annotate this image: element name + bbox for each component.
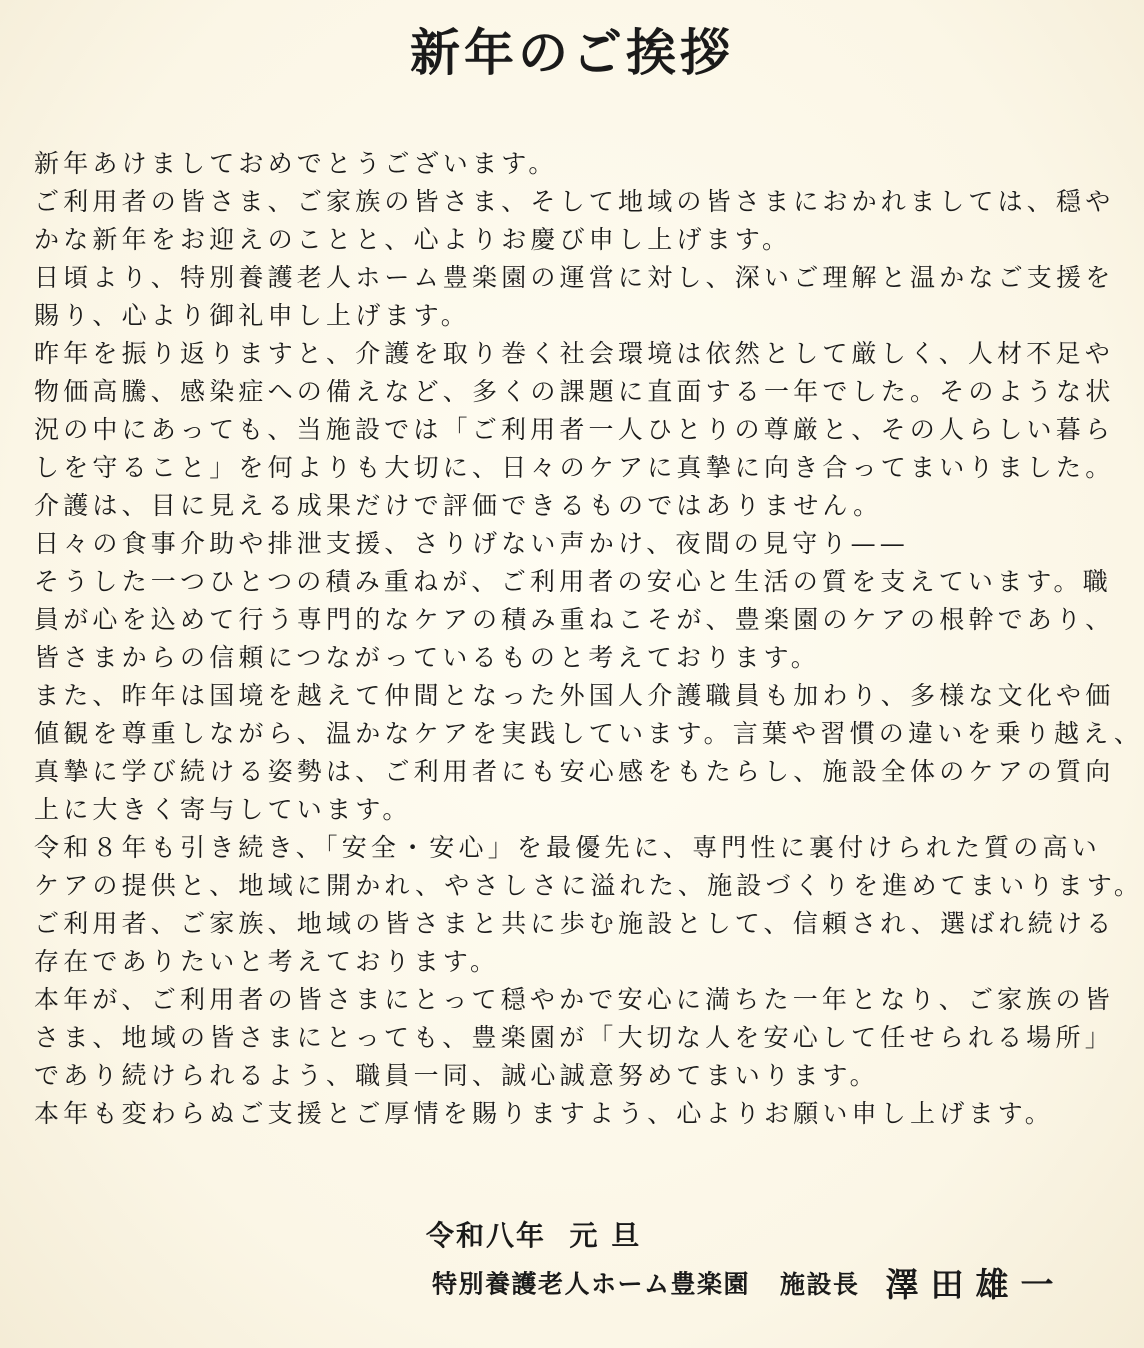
body-line: 真摯に学び続ける姿勢は、ご利用者にも安心感をもたらし、施設全体のケアの質向 bbox=[34, 757, 1115, 786]
body-line: 介護は、目に見える成果だけで評価できるものではありません。 bbox=[34, 491, 883, 520]
body-line: 賜り、心より御礼申し上げます。 bbox=[34, 301, 471, 330]
body-line: 昨年を振り返りますと、介護を取り巻く社会環境は依然として厳しく、人材不足や bbox=[34, 339, 1114, 368]
body-line: であり続けられるよう、職員一同、誠心誠意努めてまいります。 bbox=[34, 1061, 879, 1090]
organization-name: 特別養護老人ホーム豊楽園 bbox=[432, 1269, 751, 1299]
body-line: さま、地域の皆さまにとっても、豊楽園が「大切な人を安心して任せられる場所」 bbox=[34, 1023, 1114, 1052]
body-line: 値観を尊重しながら、温かなケアを実践しています。言葉や習慣の違いを乗り越え、 bbox=[34, 719, 1144, 748]
letter-date: 令和八年 元 旦 bbox=[426, 1219, 642, 1252]
body-line: 新年あけましておめでとうございます。 bbox=[34, 149, 558, 178]
body-line: 本年も変わらぬご支援とご厚情を賜りますよう、心よりお願い申し上げます。 bbox=[34, 1099, 1055, 1128]
body-line: 存在でありたいと考えております。 bbox=[34, 947, 500, 976]
body-line: ケアの提供と、地域に開かれ、やさしさに溢れた、施設づくりを進めてまいります。 bbox=[34, 871, 1144, 900]
body-line: 本年が、ご利用者の皆さまにとって穏やかで安心に満ちた一年となり、ご家族の皆 bbox=[34, 985, 1114, 1014]
body-line: 況の中にあっても、当施設では「ご利用者一人ひとりの尊厳と、その人らしい暮ら bbox=[34, 415, 1115, 444]
body-line: ご利用者、ご家族、地域の皆さまと共に歩む施設として、信頼され、選ばれ続ける bbox=[34, 909, 1116, 938]
body-line: かな新年をお迎えのことと、心よりお慶び申し上げます。 bbox=[34, 225, 792, 254]
signer-name: 澤田雄一 bbox=[885, 1264, 1066, 1304]
body-line: 日頃より、特別養護老人ホーム豊楽園の運営に対し、深いご理解と温かなご支援を bbox=[34, 263, 1115, 292]
body-line: 員が心を込めて行う専門的なケアの積み重ねこそが、豊楽園のケアの根幹であり、 bbox=[34, 605, 1115, 634]
body-line: 物価高騰、感染症への備えなど、多くの課題に直面する一年でした。そのような状 bbox=[34, 377, 1115, 406]
signature-block bbox=[432, 1262, 1066, 1306]
body-line: そうした一つひとつの積み重ねが、ご利用者の安心と生活の質を支えています。職 bbox=[34, 567, 1112, 596]
body-line: 日々の食事介助や排泄支援、さりげない声かけ、夜間の見守り—— bbox=[34, 529, 910, 558]
body-line: 皆さまからの信頼につながっているものと考えております。 bbox=[34, 643, 820, 672]
signer-title: 施設長 bbox=[780, 1269, 860, 1299]
body-line: また、昨年は国境を越えて仲間となった外国人介護職員も加わり、多様な文化や価 bbox=[34, 681, 1115, 710]
letter-title: 新年のご挨拶 bbox=[410, 23, 734, 82]
body-line: 令和８年も引き続き、「安全・安心」を最優先に、専門性に裏付けられた質の高い bbox=[34, 833, 1101, 862]
body-line: しを守ること」を何よりも大切に、日々のケアに真摯に向き合ってまいりました。 bbox=[34, 453, 1115, 482]
body-line: ご利用者の皆さま、ご家族の皆さま、そして地域の皆さまにおかれましては、穏や bbox=[34, 187, 1115, 216]
body-line: 上に大きく寄与しています。 bbox=[34, 795, 412, 824]
letter-body bbox=[34, 145, 1144, 1133]
